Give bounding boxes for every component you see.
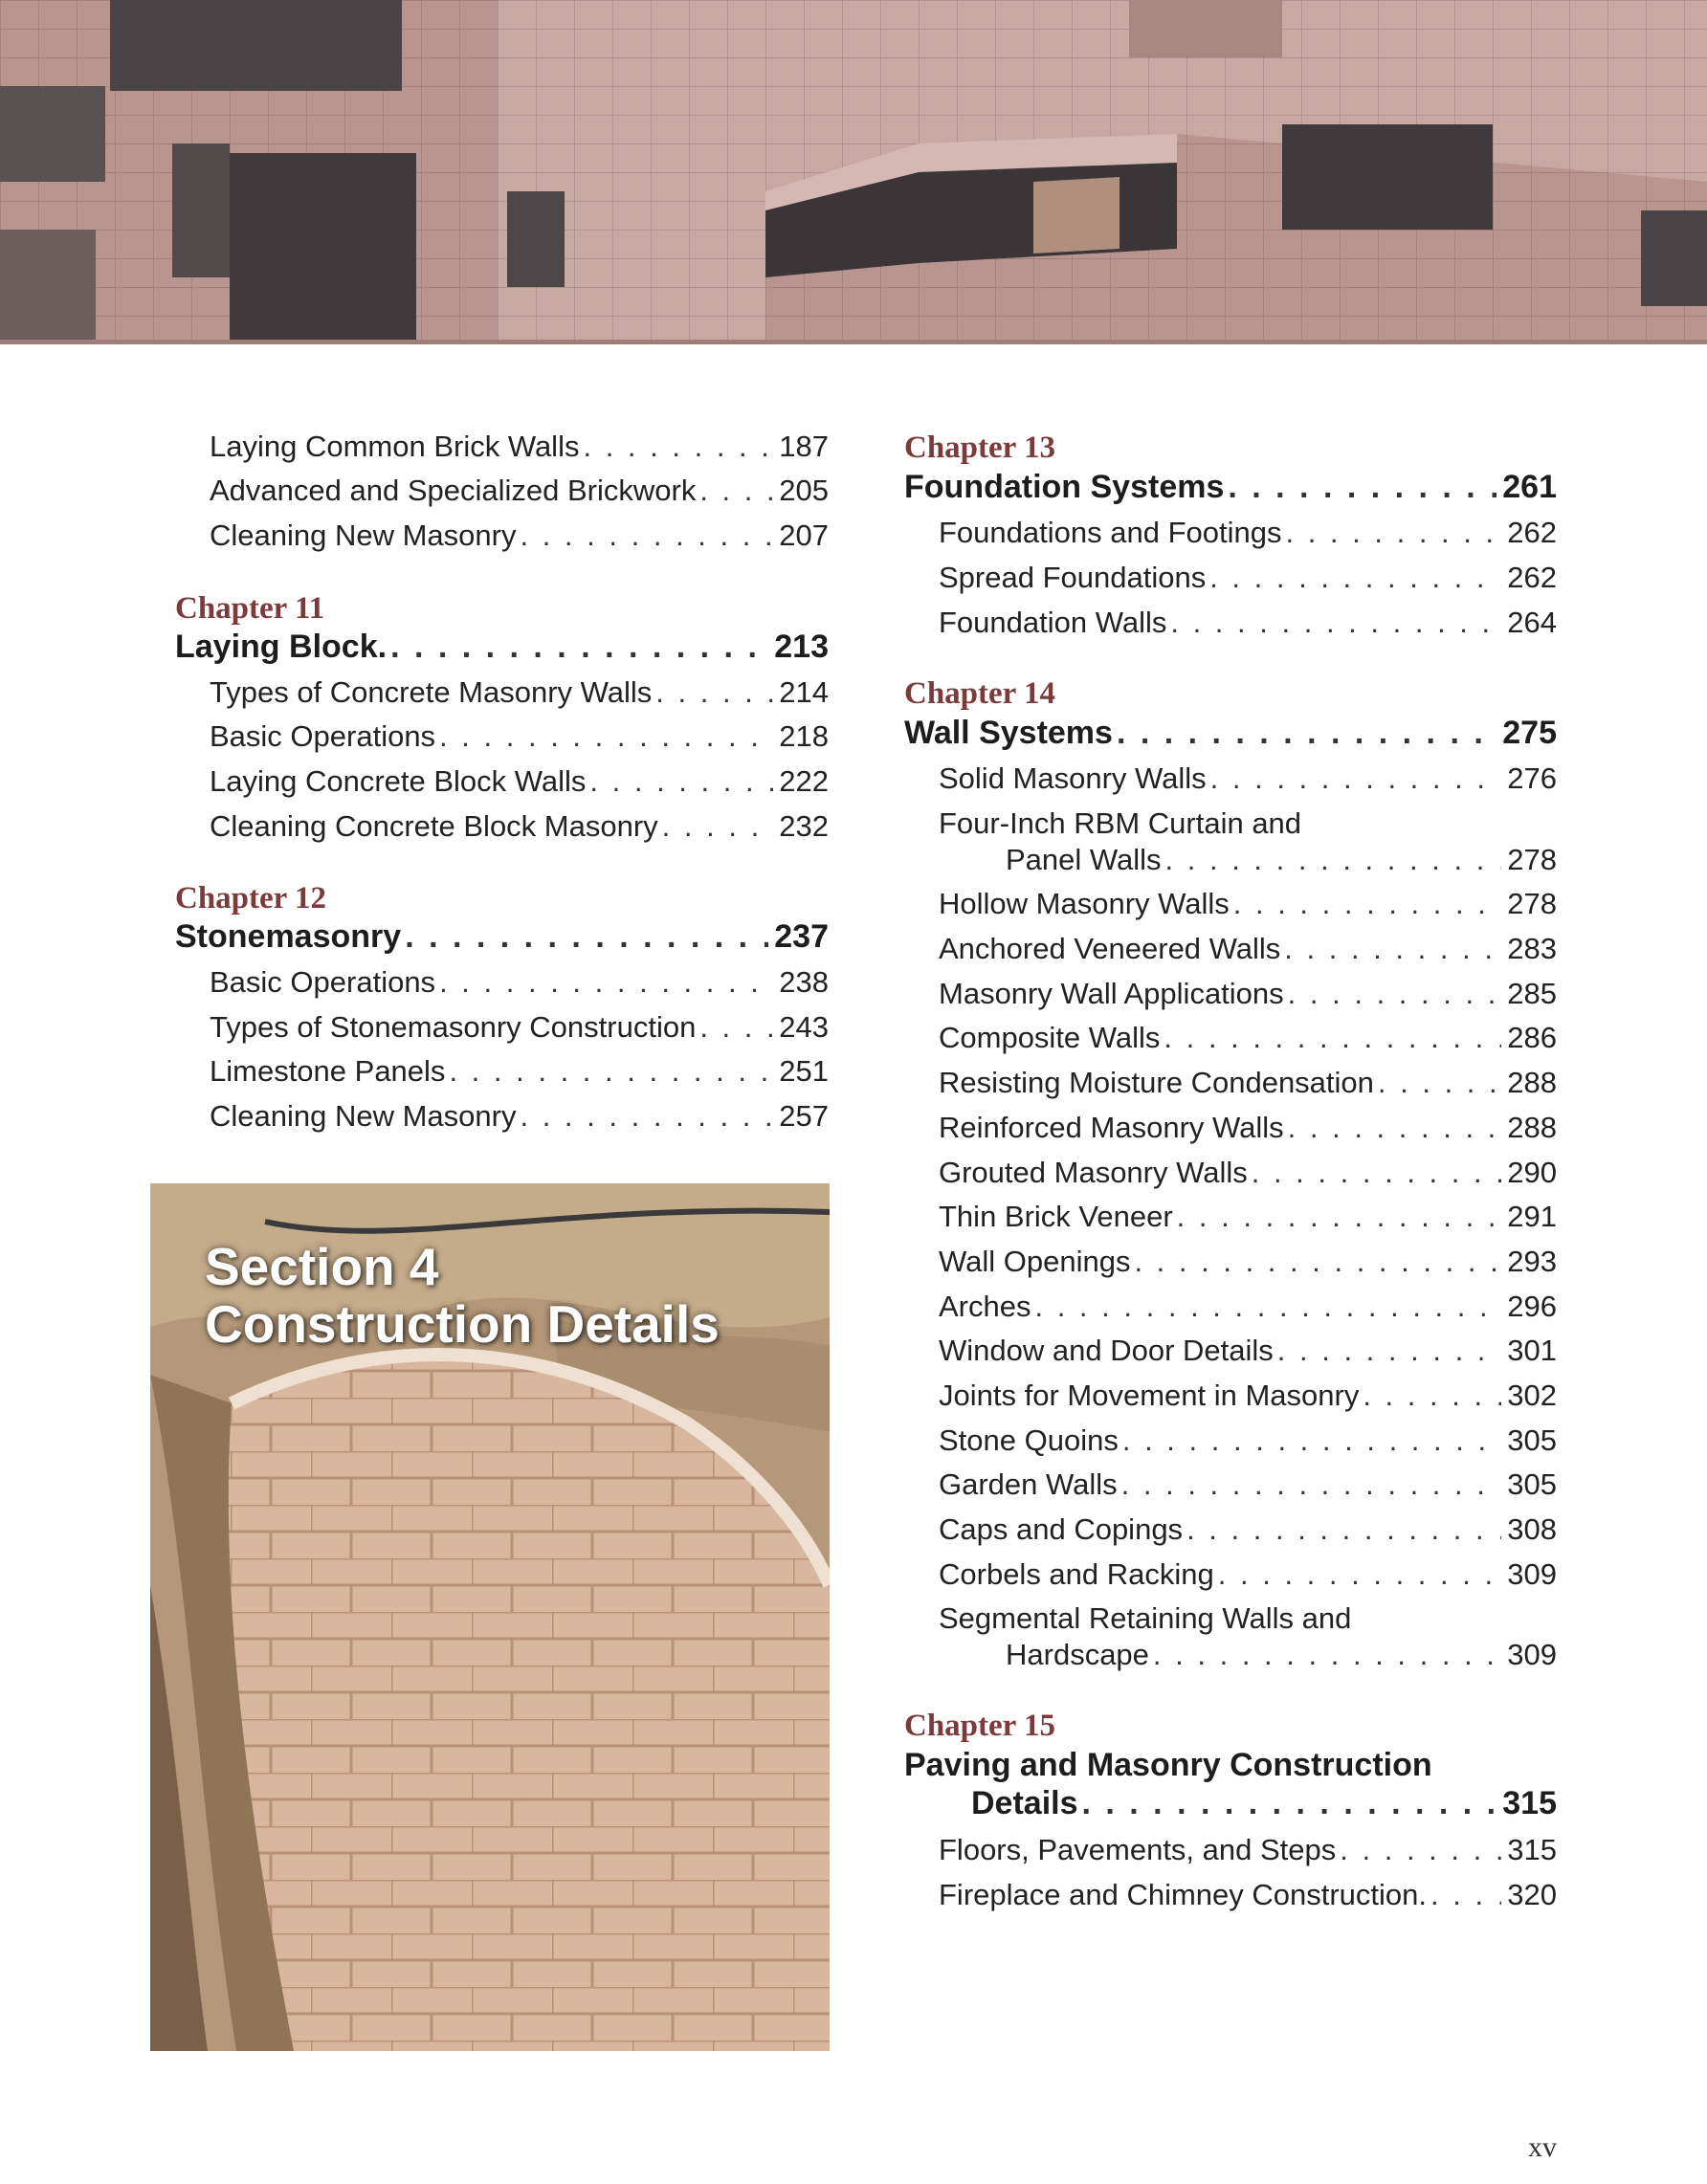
toc-entry[interactable]: Stone Quoins . . . 305 bbox=[904, 1423, 1557, 1459]
toc-entry[interactable]: Segmental Retaining Walls and Hardscape . . . 309 bbox=[904, 1600, 1557, 1673]
toc-entry[interactable]: Wall Openings . . . 293 bbox=[904, 1244, 1557, 1280]
toc-entry[interactable]: Spread Foundations . . . 262 bbox=[904, 560, 1557, 596]
toc-entry[interactable]: Limestone Panels . . . 251 bbox=[175, 1053, 829, 1090]
toc-entry[interactable]: Window and Door Details . . . 301 bbox=[904, 1333, 1557, 1369]
header-building-photo bbox=[0, 0, 1707, 344]
toc-entry[interactable]: Types of Concrete Masonry Walls . . . 214 bbox=[175, 674, 829, 711]
chapter-title[interactable]: Wall Systems . . . 275 bbox=[904, 714, 1557, 752]
toc-entry[interactable]: Foundation Walls . . . 264 bbox=[904, 605, 1557, 641]
chapter-label: Chapter 11 bbox=[175, 591, 325, 626]
chapter-label: Chapter 15 bbox=[904, 1709, 1055, 1743]
toc-entry[interactable]: Four-Inch RBM Curtain and Panel Walls . . . 278 bbox=[904, 805, 1557, 878]
chapter-title[interactable]: Foundation Systems . . . 261 bbox=[904, 468, 1557, 506]
toc-entry[interactable]: Solid Masonry Walls . . . 276 bbox=[904, 761, 1557, 797]
toc-entry[interactable]: Hollow Masonry Walls . . . 278 bbox=[904, 886, 1557, 922]
toc-entry[interactable]: Types of Stonemasonry Construction . . . 243 bbox=[175, 1009, 829, 1046]
section-title-line1: Section 4 bbox=[205, 1237, 439, 1296]
toc-entry[interactable]: Masonry Wall Applications . . . 285 bbox=[904, 976, 1557, 1012]
chapter-title[interactable]: Stonemasonry . . . 237 bbox=[175, 917, 829, 956]
toc-entry[interactable]: Floors, Pavements, and Steps . . . 315 bbox=[904, 1832, 1557, 1868]
toc-entry[interactable]: Corbels and Racking . . . 309 bbox=[904, 1556, 1557, 1593]
toc-entry[interactable]: Basic Operations . . . 218 bbox=[175, 718, 829, 755]
toc-entry[interactable]: Thin Brick Veneer . . . 291 bbox=[904, 1199, 1557, 1235]
chapter-title[interactable]: Paving and Masonry Construction Details . . . 315 bbox=[904, 1746, 1557, 1822]
chapter-label: Chapter 14 bbox=[904, 676, 1055, 711]
toc-entry[interactable]: Laying Common Brick Walls . . . 187 bbox=[175, 429, 829, 465]
chapter-label: Chapter 12 bbox=[175, 881, 326, 916]
building-illustration bbox=[0, 0, 1707, 344]
toc-entry[interactable]: Cleaning Concrete Block Masonry . . . 232 bbox=[175, 808, 829, 845]
toc-entry[interactable]: Garden Walls . . . 305 bbox=[904, 1467, 1557, 1503]
toc-entry[interactable]: Advanced and Specialized Brickwork . . . 205 bbox=[175, 473, 829, 509]
toc-entry[interactable]: Anchored Veneered Walls . . . 283 bbox=[904, 931, 1557, 967]
toc-entry[interactable]: Cleaning New Masonry . . . 207 bbox=[175, 518, 829, 554]
page-number: xv bbox=[1528, 2131, 1557, 2163]
toc-entry[interactable]: Grouted Masonry Walls . . . 290 bbox=[904, 1155, 1557, 1191]
toc-entry[interactable]: Foundations and Footings . . . 262 bbox=[904, 515, 1557, 551]
toc-entry[interactable]: Basic Operations . . . 238 bbox=[175, 964, 829, 1001]
toc-entry[interactable]: Cleaning New Masonry . . . 257 bbox=[175, 1098, 829, 1135]
toc-entry[interactable]: Joints for Movement in Masonry . . . 302 bbox=[904, 1378, 1557, 1414]
chapter-title[interactable]: Laying Block. . . . 213 bbox=[175, 628, 829, 666]
section-retaining-wall-photo bbox=[150, 1183, 830, 2051]
toc-entry[interactable]: Composite Walls . . . 286 bbox=[904, 1020, 1557, 1056]
toc-entry[interactable]: Fireplace and Chimney Construction. . . . 320 bbox=[904, 1877, 1557, 1913]
toc-entry[interactable]: Arches . . . 296 bbox=[904, 1289, 1557, 1325]
toc-entry[interactable]: Reinforced Masonry Walls . . . 288 bbox=[904, 1110, 1557, 1146]
toc-entry[interactable]: Resisting Moisture Condensation . . . 288 bbox=[904, 1065, 1557, 1101]
section-title bbox=[205, 1238, 720, 1353]
section-title-line2: Construction Details bbox=[205, 1294, 720, 1354]
toc-entry[interactable]: Laying Concrete Block Walls . . . 222 bbox=[175, 763, 829, 800]
chapter-label: Chapter 13 bbox=[904, 430, 1055, 465]
toc-entry[interactable]: Caps and Copings . . . 308 bbox=[904, 1511, 1557, 1548]
